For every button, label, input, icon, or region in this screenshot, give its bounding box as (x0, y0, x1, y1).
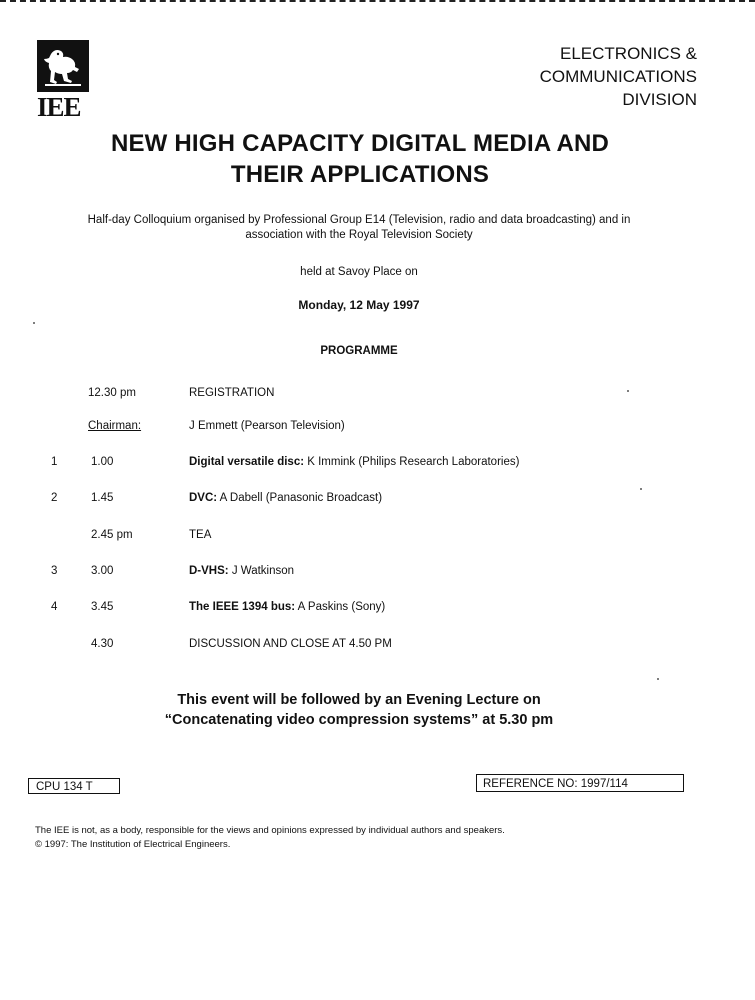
row-text: J Emmett (Pearson Television) (189, 420, 345, 432)
subtitle-line: Half-day Colloquium organised by Professional Group E14 (Television, radio and data broadcasting) and in (87, 214, 631, 226)
row-description (189, 492, 382, 504)
programme-row (0, 420, 755, 436)
scan-speck (640, 488, 642, 490)
row-description (189, 565, 294, 577)
chairman-label: Chairman: (88, 420, 142, 432)
programme-row (0, 565, 755, 581)
evening-line: “Concatenating video compression systems” at 5.30 pm (164, 712, 554, 728)
row-bold: The IEEE 1394 bus: (189, 601, 296, 613)
evening-line: This event will be followed by an Evening Lecture on (177, 692, 541, 708)
programme-row (0, 387, 755, 403)
row-text: A Dabell (Panasonic Broadcast) (217, 492, 383, 504)
programme-heading: PROGRAMME (320, 345, 398, 357)
scan-speck (627, 390, 629, 392)
row-text: DISCUSSION AND CLOSE AT 4.50 PM (189, 638, 392, 650)
scan-speck (657, 678, 659, 680)
title-line: NEW HIGH CAPACITY DIGITAL MEDIA AND (110, 130, 610, 157)
row-description (189, 601, 385, 613)
page-title (40, 128, 680, 190)
row-time: 3.45 (91, 601, 114, 613)
subtitle-line: association with the Royal Television Society (245, 229, 473, 241)
row-number: 1 (51, 456, 58, 468)
title-line: THEIR APPLICATIONS (230, 161, 490, 188)
programme-row (0, 529, 755, 545)
row-description (189, 420, 345, 432)
disclaimer-line: The IEE is not, as a body, responsible for the views and opinions expressed by individual authors and speakers. (35, 825, 505, 836)
row-bold: D-VHS: (189, 565, 229, 577)
evening-lecture-note (0, 690, 718, 730)
row-number: 2 (51, 492, 58, 504)
row-time: 1.45 (91, 492, 114, 504)
row-time: 12.30 pm (88, 387, 136, 399)
programme-row (0, 456, 755, 472)
row-bold: DVC: (189, 492, 218, 504)
row-number: 4 (51, 601, 58, 613)
scan-speck (33, 322, 35, 324)
scan-top-border (0, 0, 755, 6)
disclaimer-line: © 1997: The Institution of Electrical Engineers. (35, 839, 231, 850)
row-text: REGISTRATION (189, 387, 275, 399)
programme-row (0, 601, 755, 617)
row-bold: Digital versatile disc: (189, 456, 305, 468)
event-date: Monday, 12 May 1997 (298, 298, 420, 312)
division-line: DIVISION (622, 90, 697, 109)
venue-text: held at Savoy Place on (300, 266, 418, 278)
row-time: 3.00 (91, 565, 114, 577)
logo-text: IEE (37, 92, 81, 122)
disclaimer (35, 824, 675, 852)
row-time: 1.00 (91, 456, 114, 468)
iee-logo (37, 40, 92, 122)
row-text: K Immink (Philips Research Laboratories) (304, 456, 520, 468)
division-heading (540, 42, 697, 111)
colloquium-description (50, 213, 668, 243)
row-description (189, 456, 519, 468)
row-text: J Watkinson (228, 565, 295, 577)
programme-row (0, 638, 755, 654)
programme-row (0, 492, 755, 508)
lion-emblem-icon (37, 40, 89, 92)
row-description (189, 387, 274, 399)
row-description (189, 638, 392, 650)
cpu-code-box: CPU 134 T (28, 778, 120, 794)
row-description (189, 529, 211, 541)
row-text: A Paskins (Sony) (295, 601, 386, 613)
reference-number-box: REFERENCE NO: 1997/114 (476, 774, 684, 792)
row-time: 2.45 pm (91, 529, 133, 541)
division-line: COMMUNICATIONS (539, 67, 697, 86)
row-time: 4.30 (91, 638, 114, 650)
row-text: TEA (189, 529, 212, 541)
division-line: ELECTRONICS & (560, 44, 697, 63)
row-number: 3 (51, 565, 58, 577)
